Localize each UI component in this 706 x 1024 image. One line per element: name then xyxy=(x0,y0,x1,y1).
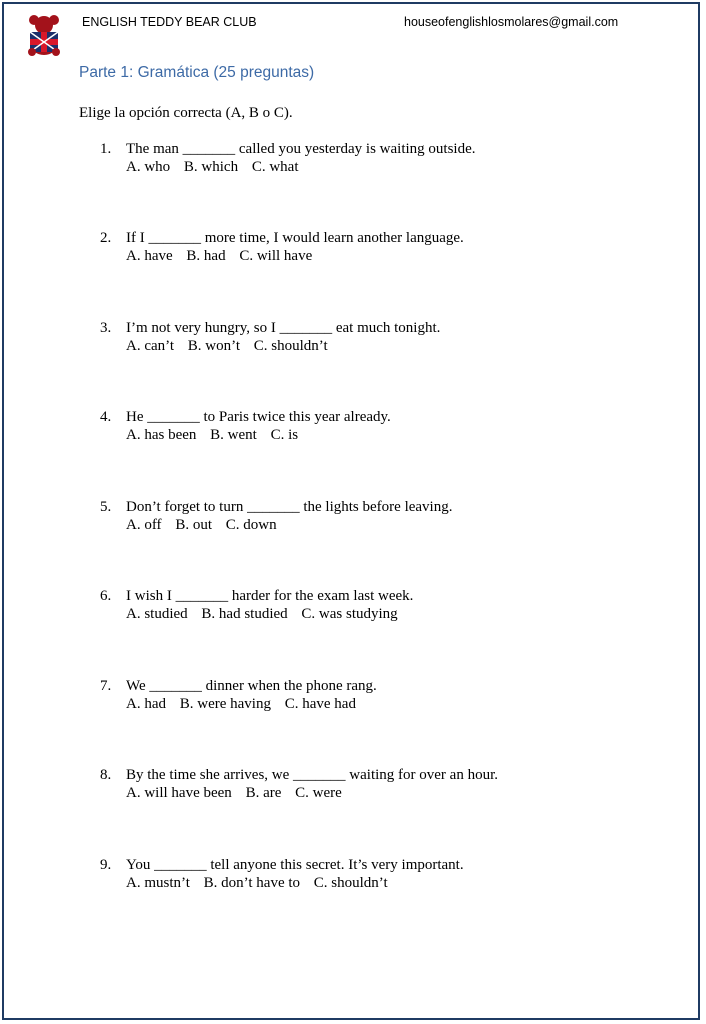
answer-options xyxy=(126,696,366,713)
option-a: A. who xyxy=(126,159,171,175)
answer-options xyxy=(126,517,287,534)
option-c: C. will have xyxy=(239,248,313,264)
option-a: A. can’t xyxy=(126,338,175,354)
option-c: C. what xyxy=(251,159,299,175)
question-number: 1. xyxy=(100,141,112,157)
option-c: C. down xyxy=(225,517,277,533)
answer-options xyxy=(126,159,309,176)
answer-options xyxy=(126,248,322,265)
option-b: B. are xyxy=(245,785,282,801)
option-b: B. had studied xyxy=(201,606,288,622)
section-title: Parte 1: Gramática (25 preguntas) xyxy=(79,64,315,81)
question-number: 8. xyxy=(100,767,112,783)
option-b: B. were having xyxy=(179,696,271,712)
question-text: He _______ to Paris twice this year already. xyxy=(126,409,391,425)
question-number: 3. xyxy=(100,320,112,336)
question-text: Don’t forget to turn _______ the lights before leaving. xyxy=(126,499,453,515)
option-a: A. will have been xyxy=(126,785,232,801)
option-c: C. was studying xyxy=(301,606,398,622)
option-b: B. had xyxy=(186,248,226,264)
option-b: B. don’t have to xyxy=(203,875,301,891)
answer-options xyxy=(126,606,408,623)
contact-email: houseofenglishlosmolares@gmail.com xyxy=(404,15,619,29)
option-b: B. went xyxy=(210,427,257,443)
option-c: C. shouldn’t xyxy=(313,875,388,891)
answer-options xyxy=(126,338,338,355)
question-number: 2. xyxy=(100,230,112,246)
option-a: A. studied xyxy=(126,606,188,622)
option-b: B. which xyxy=(183,159,239,175)
option-a: A. had xyxy=(126,696,166,712)
option-c: C. is xyxy=(270,427,299,443)
option-a: A. mustn’t xyxy=(126,875,190,891)
question-number: 9. xyxy=(100,857,112,873)
option-c: C. were xyxy=(295,785,342,801)
option-c: C. have had xyxy=(284,696,356,712)
option-c: C. shouldn’t xyxy=(253,338,328,354)
option-a: A. off xyxy=(126,517,162,533)
club-name: ENGLISH TEDDY BEAR CLUB xyxy=(82,15,257,29)
instructions: Elige la opción correcta (A, B o C). xyxy=(79,105,293,121)
question-text: The man _______ called you yesterday is waiting outside. xyxy=(126,141,476,157)
question-number: 5. xyxy=(100,499,112,515)
option-a: A. have xyxy=(126,248,173,264)
question-text: I’m not very hungry, so I _______ eat much tonight. xyxy=(126,320,441,336)
question-number: 4. xyxy=(100,409,112,425)
option-b: B. out xyxy=(175,517,212,533)
question-text: I wish I _______ harder for the exam last week. xyxy=(126,588,414,604)
answer-options xyxy=(126,785,352,802)
answer-options xyxy=(126,427,308,444)
question-number: 7. xyxy=(100,678,112,694)
question-text: If I _______ more time, I would learn another language. xyxy=(126,230,464,246)
question-text: You _______ tell anyone this secret. It’s very important. xyxy=(126,857,464,873)
question-text: We _______ dinner when the phone rang. xyxy=(126,678,377,694)
teddy-bear-logo xyxy=(26,14,62,56)
question-number: 6. xyxy=(100,588,112,604)
option-a: A. has been xyxy=(126,427,197,443)
answer-options xyxy=(126,875,398,892)
option-b: B. won’t xyxy=(187,338,241,354)
question-text: By the time she arrives, we _______ waiting for over an hour. xyxy=(126,767,498,783)
